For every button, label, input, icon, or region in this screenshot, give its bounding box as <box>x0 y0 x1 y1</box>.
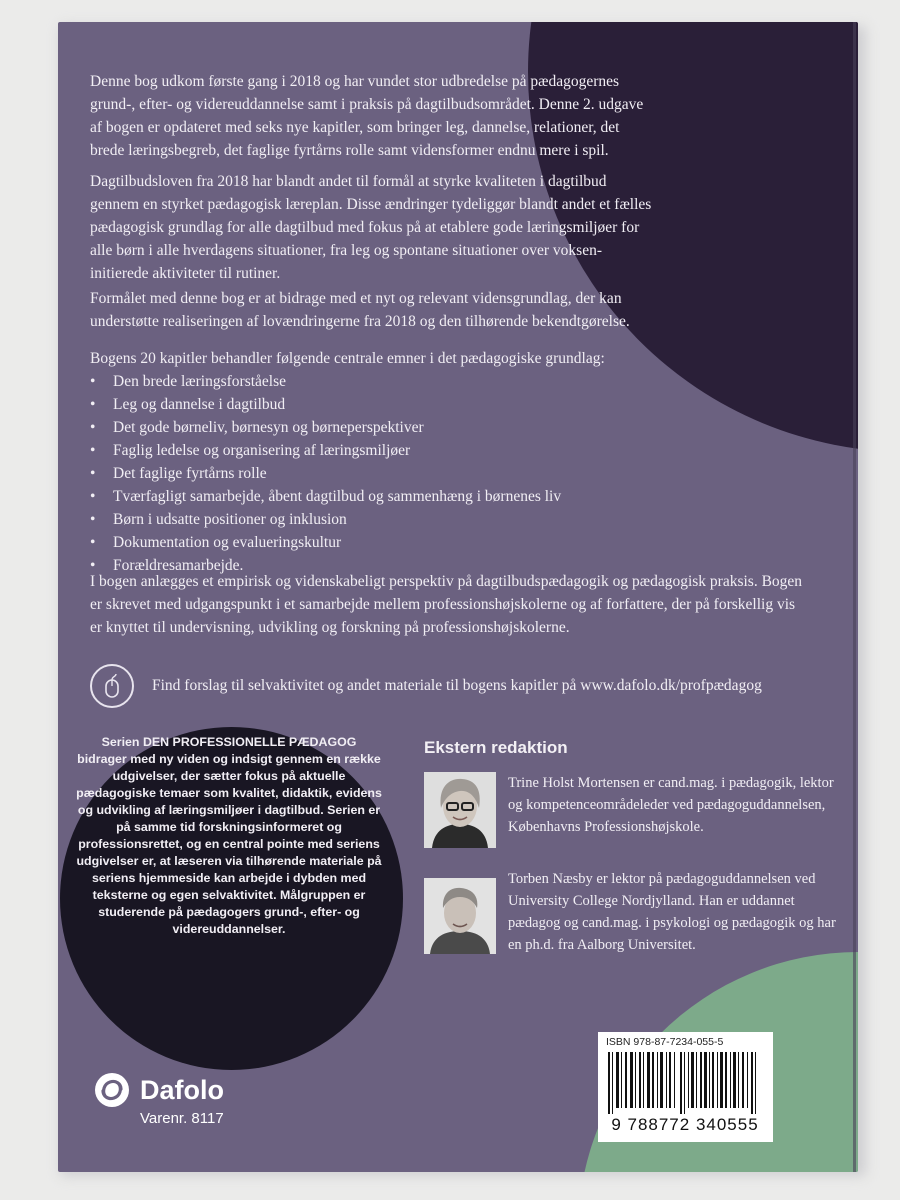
perspective-paragraph: I bogen anlægges et empirisk og videnskabeligt perspektiv på dagtilbudspædagogik og pædagogisk praksis. Bogen er skrevet med udgangspunkt i et samarbejde mellem professionshøjskolerne og af forfattere, der på forskellig vis er knyttet til undervisning, udvikling og forskning på professionshøjskolerne. <box>90 573 803 636</box>
topic-item: • Leg og dannelse i dagtilbud <box>90 393 655 416</box>
web-resource-note <box>90 662 830 710</box>
editors-heading: Ekstern redaktion <box>424 738 568 757</box>
dafolo-logo-icon <box>94 1072 130 1108</box>
book-back-cover <box>58 22 858 1172</box>
isbn-label: ISBN 978-87-7234-055-5 <box>606 1036 724 1048</box>
topic-item: • Den brede læringsforståelse <box>90 370 655 393</box>
item-number: Varenr. 8117 <box>140 1110 224 1127</box>
isbn-barcode <box>598 1032 773 1142</box>
web-resource-text: Find forslag til selvaktivitet og andet materiale til bogens kapitler på www.dafolo.dk/profpædagog <box>152 677 762 694</box>
editor-bio-torben: Torben Næsby er lektor på pædagoguddannelsen ved University College Nordjylland. Han er uddannet pædagog og cand.mag. i psykologi og pædagogik og har en ph.d. fra Aalborg Universitet. <box>508 871 836 953</box>
cover-edge <box>853 22 856 1172</box>
topic-item: • Forældresamarbejde. <box>90 554 655 577</box>
purpose-paragraph: Formålet med denne bog er at bidrage med et nyt og relevant vidensgrundlag, der kan understøtte realiseringen af lovændringerne fra 2018 og den tilhørende bekendtgørelse. <box>90 290 630 330</box>
topic-item: • Børn i udsatte positioner og inklusion <box>90 508 655 531</box>
computer-mouse-icon <box>90 664 134 708</box>
barcode-bars <box>602 1052 769 1114</box>
topic-item: • Det gode børneliv, børnesyn og børneperspektiver <box>90 416 655 439</box>
chapters-intro: Bogens 20 kapitler behandler følgende centrale emner i det pædagogiske grundlag: <box>90 350 605 367</box>
topics-list <box>90 370 655 577</box>
topic-item: • Tværfagligt samarbejde, åbent dagtilbud og sammenhæng i børnenes liv <box>90 485 655 508</box>
barcode-digits: 9 788772 340555 <box>611 1115 759 1134</box>
law-paragraph: Dagtilbudsloven fra 2018 har blandt andet til formål at styrke kvaliteten i dagtilbud gennem en styrket pædagogisk læreplan. Disse ændringer tydeliggør blandt andet et fælles pædagogisk grundlag for alle dagtilbud med fokus på at etablere gode læringsmiljøer for alle børn i alle hverdagens situationer, fra leg og spontane situationer over vokseninitierede aktiviteter til rutiner. <box>90 173 652 282</box>
editor-photo-woman <box>424 772 496 848</box>
topic-item: • Det faglige fyrtårns rolle <box>90 462 655 485</box>
series-blurb: Serien DEN PROFESSIONELLE PÆDAGOG bidrager med ny viden og indsigt gennem en række udgivelser, der sætter fokus på aktuelle pædagogiske temaer som kvalitet, didaktik, evidens og udvikling af læringsmiljøer i dagtilbud. Serien er på samme tid forskningsinformeret og professionsrettet, og en central pointe med seriens udgivelser er, at læseren via tilhørende materiale på seriens hjemmeside kan arbejde i dybden med teksterne og egen selvaktivitet. Målgruppen er studerende på pædagogers grund-, efter- og videreuddannelser. <box>76 735 382 936</box>
editor-photo-man <box>424 878 496 954</box>
topic-item: • Faglig ledelse og organisering af læringsmiljøer <box>90 439 655 462</box>
intro-paragraph: Denne bog udkom første gang i 2018 og har vundet stor udbredelse på pædagogernes grund-, efter- og videreuddannelse samt i praksis på dagtilbudsområdet. Denne 2. udgave af bogen er opdateret med seks nye kapitler, som bringer leg, dannelse, relationer, det brede læringsbegreb, det faglige fyrtårns rolle samt vidensformer endnu mere i spil. <box>90 73 644 159</box>
publisher-name: Dafolo <box>140 1074 224 1105</box>
chapters-section <box>90 347 655 577</box>
publisher-logo <box>94 1072 224 1108</box>
editor-bio-trine: Trine Holst Mortensen er cand.mag. i pædagogik, lektor og kompetenceområdeleder ved pædagoguddannelsen, Københavns Professionshøjskole. <box>508 775 834 835</box>
topic-item: • Dokumentation og evalueringskultur <box>90 531 655 554</box>
